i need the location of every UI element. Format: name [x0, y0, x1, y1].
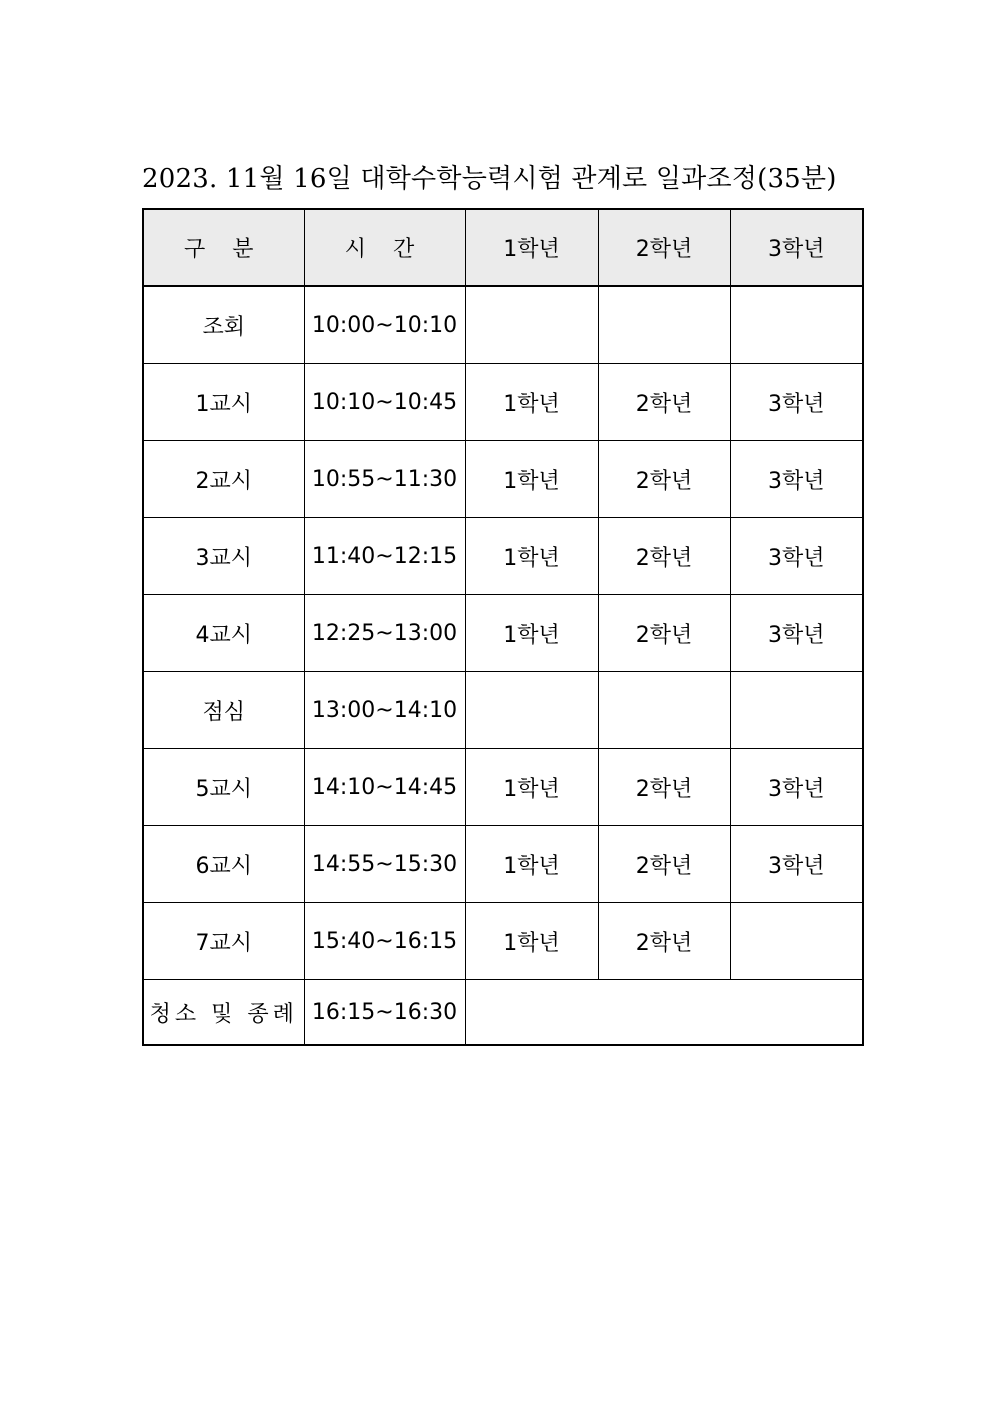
table-row [143, 749, 863, 826]
row-time: 14:55~15:30 [304, 826, 465, 903]
table-row [143, 286, 863, 364]
row-grade-2: 2학년 [598, 903, 730, 980]
row-grade-2: 2학년 [598, 595, 730, 672]
row-time: 11:40~12:15 [304, 518, 465, 595]
row-label: 조회 [143, 286, 304, 364]
row-grade-3 [730, 903, 863, 980]
row-time: 12:25~13:00 [304, 595, 465, 672]
row-time: 10:10~10:45 [304, 364, 465, 441]
header-grade-1: 1학년 [465, 209, 598, 286]
row-time: 13:00~14:10 [304, 672, 465, 749]
row-label: 6교시 [143, 826, 304, 903]
row-grade-2: 2학년 [598, 518, 730, 595]
row-grade-3 [730, 672, 863, 749]
row-grade-1 [465, 672, 598, 749]
row-time: 10:00~10:10 [304, 286, 465, 364]
document-title: 2023. 11월 16일 대학수학능력시험 관계로 일과조정(35분) [142, 164, 837, 194]
row-grade-1: 1학년 [465, 441, 598, 518]
row-time: 15:40~16:15 [304, 903, 465, 980]
header-category: 구 분 [143, 209, 304, 286]
row-time: 10:55~11:30 [304, 441, 465, 518]
schedule-table [142, 208, 864, 1046]
row-grade-1 [465, 286, 598, 364]
row-label: 2교시 [143, 441, 304, 518]
table-row [143, 826, 863, 903]
table-row [143, 364, 863, 441]
row-grade-3 [730, 286, 863, 364]
row-grade-2: 2학년 [598, 749, 730, 826]
row-grade-1: 1학년 [465, 364, 598, 441]
row-grade-1: 1학년 [465, 595, 598, 672]
table-row [143, 518, 863, 595]
header-grade-2: 2학년 [598, 209, 730, 286]
header-row [143, 209, 863, 286]
table-row [143, 595, 863, 672]
row-grade-1: 1학년 [465, 903, 598, 980]
row-label: 4교시 [143, 595, 304, 672]
row-label: 5교시 [143, 749, 304, 826]
table-row [143, 441, 863, 518]
row-grade-1: 1학년 [465, 749, 598, 826]
row-grade-2: 2학년 [598, 364, 730, 441]
row-grade-2: 2학년 [598, 441, 730, 518]
table-row [143, 672, 863, 749]
row-label: 3교시 [143, 518, 304, 595]
row-grade-3: 3학년 [730, 441, 863, 518]
row-time: 14:10~14:45 [304, 749, 465, 826]
table-row [143, 903, 863, 980]
header-grade-3: 3학년 [730, 209, 863, 286]
row-grade-2: 2학년 [598, 826, 730, 903]
row-grade-3: 3학년 [730, 826, 863, 903]
row-grade-2 [598, 286, 730, 364]
row-label: 1교시 [143, 364, 304, 441]
row-merged-cell [465, 980, 863, 1046]
row-grade-3: 3학년 [730, 749, 863, 826]
row-grade-3: 3학년 [730, 595, 863, 672]
row-label: 청소 및 종례 [143, 980, 304, 1046]
row-grade-3: 3학년 [730, 364, 863, 441]
table-row-cleanup [143, 980, 863, 1046]
row-label: 7교시 [143, 903, 304, 980]
row-grade-2 [598, 672, 730, 749]
row-grade-3: 3학년 [730, 518, 863, 595]
row-grade-1: 1학년 [465, 826, 598, 903]
row-label: 점심 [143, 672, 304, 749]
header-time: 시 간 [304, 209, 465, 286]
row-grade-1: 1학년 [465, 518, 598, 595]
row-time: 16:15~16:30 [304, 980, 465, 1046]
